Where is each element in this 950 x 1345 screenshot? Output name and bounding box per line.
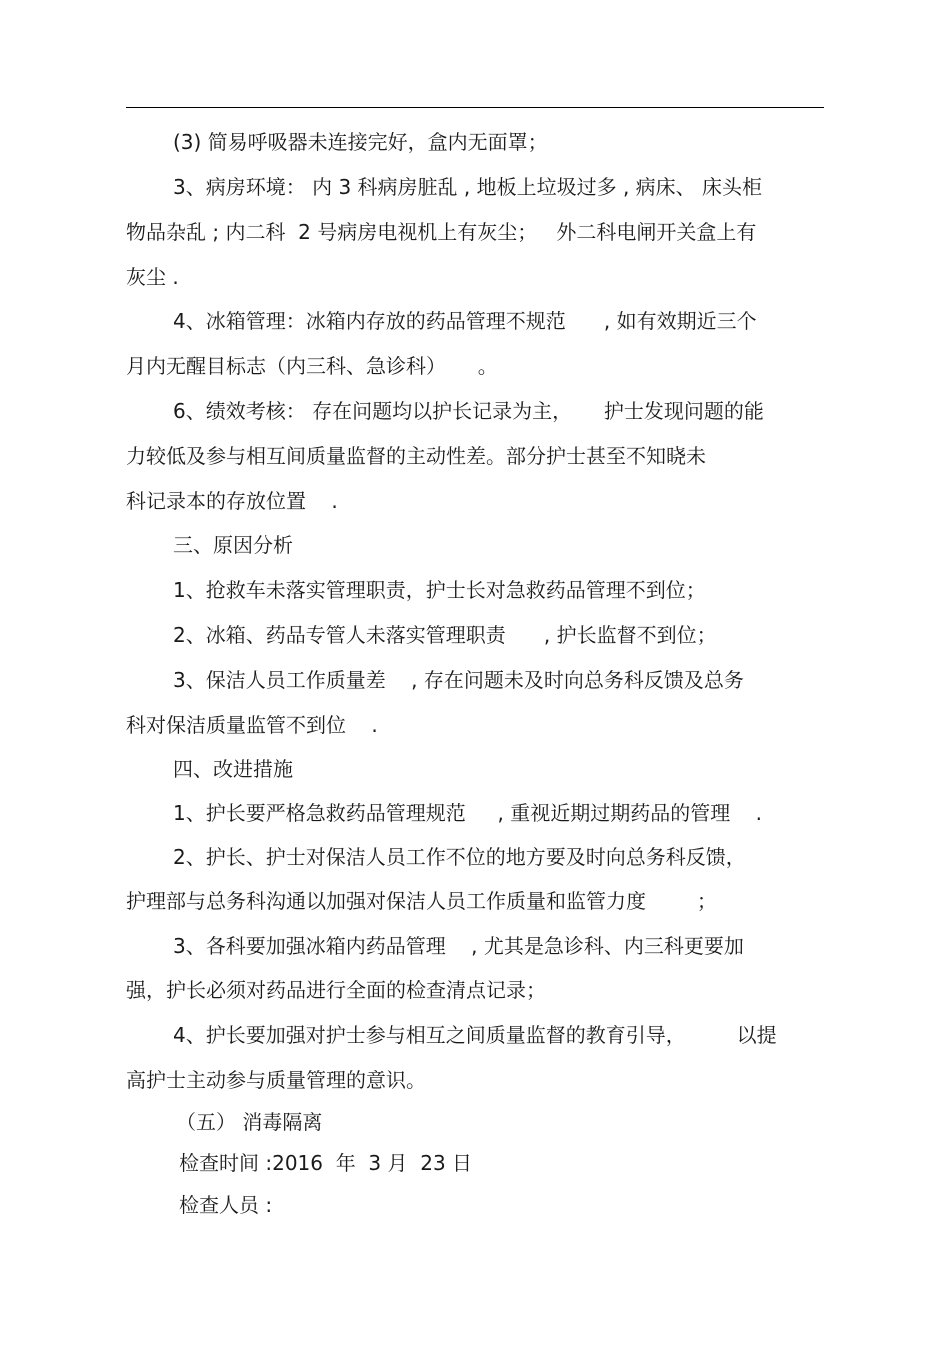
text-line: 3、病房环境： 内 3 科病房脏乱 , 地板上垃圾过多 , 病床、 床头柜 <box>173 175 763 199</box>
text-line: 灰尘 . <box>126 265 179 289</box>
section-heading: 三、原因分析 <box>173 533 293 557</box>
text-line: 1、护长要严格急救药品管理规范 , 重视近期过期药品的管理 . <box>173 801 763 825</box>
header-rule <box>126 107 824 108</box>
text-line: 4、护长要加强对护士参与相互之间质量监督的教育引导， 以提 <box>173 1023 777 1047</box>
inspector-label: 检查人员 : <box>179 1193 273 1217</box>
inspection-date: 检查时间 :2016 年 3 月 23 日 <box>179 1151 473 1175</box>
section-heading: 四、改进措施 <box>173 757 293 781</box>
text-line: 3、保洁人员工作质量差 , 存在问题未及时向总务科反馈及总务 <box>173 668 744 692</box>
text-line: 物品杂乱 ; 内二科 2 号病房电视机上有灰尘； 外二科电闸开关盒上有 <box>126 220 757 244</box>
text-line: 科记录本的存放位置 . <box>126 489 338 513</box>
text-line: 6、绩效考核： 存在问题均以护长记录为主， 护士发现问题的能 <box>173 399 764 423</box>
text-line: 2、护长、护士对保洁人员工作不位的地方要及时向总务科反馈， <box>173 845 746 869</box>
text-line: (3) 简易呼吸器未连接完好，盒内无面罩； <box>173 130 548 154</box>
text-line: 3、各科要加强冰箱内药品管理 , 尤其是急诊科、内三科更要加 <box>173 934 744 958</box>
text-line: 强，护长必须对药品进行全面的检查清点记录； <box>126 978 546 1002</box>
text-line: 科对保洁质量监管不到位 . <box>126 713 378 737</box>
text-line: 月内无醒目标志（内三科、急诊科） 。 <box>126 354 498 378</box>
section-heading: （五） 消毒隔离 <box>176 1110 323 1134</box>
text-line: 高护士主动参与质量管理的意识。 <box>126 1068 426 1092</box>
text-line: 护理部与总务科沟通以加强对保洁人员工作质量和监管力度 ； <box>126 889 717 913</box>
text-line: 2、冰箱、药品专管人未落实管理职责 , 护长监督不到位； <box>173 623 717 647</box>
text-line: 力较低及参与相互间质量监督的主动性差。部分护士甚至不知晓未 <box>126 444 706 468</box>
text-line: 4、冰箱管理：冰箱内存放的药品管理不规范 , 如有效期近三个 <box>173 309 757 333</box>
text-line: 1、抢救车未落实管理职责，护士长对急救药品管理不到位； <box>173 578 706 602</box>
